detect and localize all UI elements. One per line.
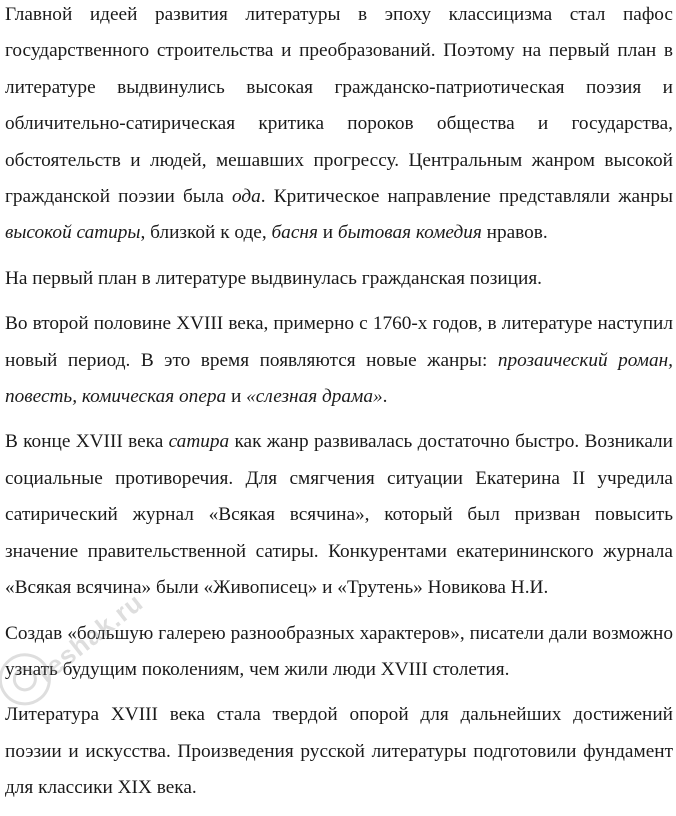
paragraph-5: Создав «большую галерею разнообразных характеров», писатели дали возможно узнать будущим поколениям, чем жили люди XVIII столетия. [5, 622, 673, 680]
document-body [5, 0, 673, 816]
paragraph-2: На первый план в литературе выдвинулась гражданская позиция. [5, 267, 543, 289]
paragraph-6: Литература XVIII века стала твердой опорой для дальнейших достижений поэзии и искусства. Произведения русской литературы подготовили фундамент для классики XIX века. [5, 704, 673, 799]
watermark-text: reshak.ru [30, 586, 149, 689]
paragraph-4: В конце XVIII века сатира как жанр развивалась достаточно быстро. Возникали социальные противоречия. Для смягчения ситуации Екатерина II учредила сатирический журнал «Всякая всячина», который был призван повысить значение правительственной сатиры. Конкурентами екатерининского журнала «Всякая всячина» были «Живописец» и «Трутень» Новикова Н.И. [5, 431, 673, 599]
paragraph-1: Главной идеей развития литературы в эпоху классицизма стал пафос государственного строительства и преобразований. Поэтому на первый план в литературе выдвинулись высокая гражданско-патриотическая поэзия и обличительно-сатирическая критика пороков общества и государства, обстоятельств и людей, мешавших прогрессу. Центральным жанром высокой гражданской поэзии была ода. Критическое направление представляли жанры высокой сатиры, близкой к оде, басня и бытовая комедия нравов. [5, 4, 673, 244]
paragraph-3: Во второй половине XVIII века, примерно с 1760-х годов, в литературе наступил новый период. В это время появляются новые жанры: прозаический роман, повесть, комическая опера и «слезная драма». [5, 313, 674, 408]
